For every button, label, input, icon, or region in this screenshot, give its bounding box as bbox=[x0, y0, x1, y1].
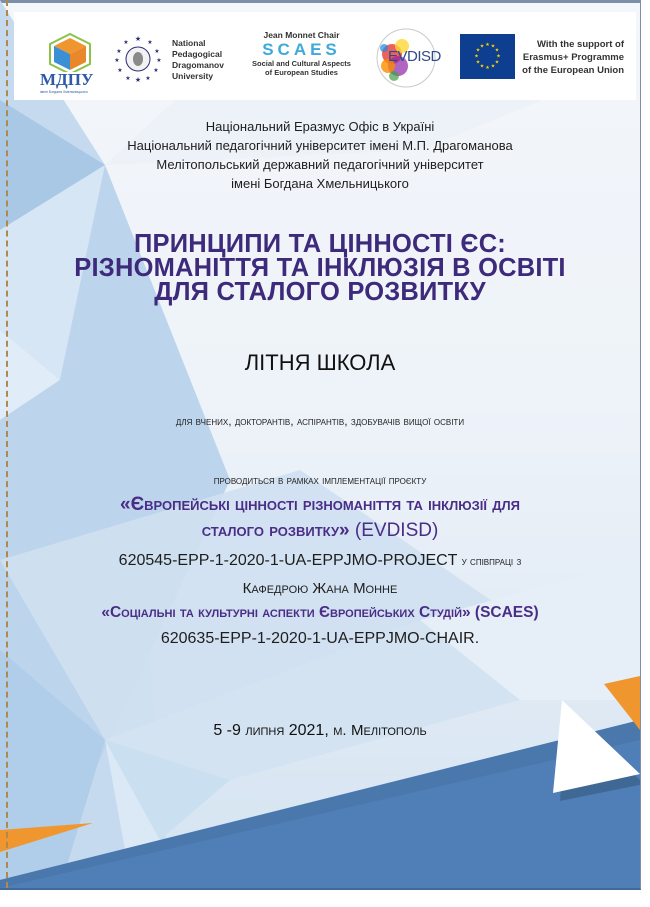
event-type: ЛІТНЯ ШКОЛА bbox=[244, 350, 396, 375]
event-dates: 5 -9 bbox=[213, 722, 241, 739]
target-audience: для вчених, докторантів, аспірантів, здобувачів вищої освіти bbox=[175, 414, 465, 428]
mdpu-name: МДПУ bbox=[40, 70, 94, 89]
chair-title: «Соціальні та культурні аспекти Європейських Студій» (SCAES) bbox=[101, 604, 539, 621]
event-city: Мелітополь bbox=[351, 722, 427, 739]
svg-text:★: ★ bbox=[154, 49, 160, 55]
svg-text:★: ★ bbox=[147, 40, 153, 46]
event-year: 2021, bbox=[288, 722, 329, 739]
main-title: ПРИНЦИПИ ТА ЦІННОСТІ ЄС: РІЗНОМАНІТТЯ ТА ІНКЛЮЗІЯ В ОСВІТІ ДЛЯ СТАЛОГО РОЗВИТКУ bbox=[74, 230, 566, 306]
logo-bar bbox=[14, 12, 636, 100]
framework-label: проводиться в рамках імплементації проєкту bbox=[213, 473, 427, 487]
event-city-prefix: м. bbox=[333, 722, 347, 739]
svg-text:★: ★ bbox=[494, 47, 500, 54]
organizer-list bbox=[0, 117, 640, 193]
organizer-line: імені Богдана Хмельницького bbox=[231, 176, 409, 191]
event-date-location bbox=[0, 722, 640, 740]
svg-text:★: ★ bbox=[134, 36, 142, 43]
scaes-logo: Jean Monnet Chair SCAES Social and Cultural Aspects of European Studies bbox=[244, 30, 359, 90]
scaes-top-label: Jean Monnet Chair bbox=[263, 30, 340, 40]
project-abbreviation: (EVDISD) bbox=[354, 520, 439, 541]
svg-text:★: ★ bbox=[134, 77, 142, 82]
svg-text:★: ★ bbox=[117, 68, 123, 74]
svg-text:★: ★ bbox=[474, 53, 479, 60]
evdisd-name: EVDISD bbox=[388, 48, 441, 65]
chair-label: Кафедрою Жана Монне bbox=[242, 580, 398, 597]
evdisd-logo bbox=[374, 26, 441, 90]
university-seal-icon bbox=[114, 34, 162, 82]
svg-text:★: ★ bbox=[125, 76, 131, 82]
npdu-seal bbox=[114, 34, 162, 82]
mdpu-logo bbox=[40, 32, 100, 102]
svg-text:★: ★ bbox=[116, 49, 122, 55]
svg-text:★: ★ bbox=[475, 47, 481, 54]
eu-flag-icon bbox=[460, 34, 515, 79]
organizer-line: Національний педагогічний університет імені М.П. Драгоманова bbox=[127, 138, 513, 153]
svg-text:★: ★ bbox=[123, 40, 129, 46]
svg-text:★: ★ bbox=[479, 63, 485, 70]
event-month: липня bbox=[245, 722, 285, 739]
svg-text:★: ★ bbox=[145, 76, 151, 82]
project-code: 620545-EPP-1-2020-1-UA-EPPJMO-PROJECT bbox=[118, 552, 458, 569]
npdu-text: National Pedagogical Dragomanov University bbox=[172, 38, 224, 81]
svg-text:★: ★ bbox=[494, 59, 500, 66]
svg-text:★: ★ bbox=[485, 42, 490, 48]
svg-text:★: ★ bbox=[485, 65, 490, 71]
svg-text:★: ★ bbox=[475, 59, 481, 66]
project-code-line bbox=[0, 552, 640, 570]
svg-text:★: ★ bbox=[114, 58, 120, 64]
svg-text:★: ★ bbox=[490, 63, 496, 70]
scaes-name: SCAES bbox=[262, 40, 341, 59]
organizer-line: Національний Еразмус Офіс в Україні bbox=[205, 119, 435, 134]
project-title: «Європейські цінності різноманіття та інклюзії для сталого розвитку» (EVDISD) bbox=[120, 494, 520, 541]
chair-code: 620635-EPP-1-2020-1-UA-EPPJMO-CHAIR. bbox=[160, 630, 480, 647]
cooperation-label: у співпраці з bbox=[461, 554, 522, 568]
cube-logo-icon bbox=[46, 32, 106, 72]
mdpu-caption: імені Богдана Хмельницького bbox=[40, 90, 88, 94]
svg-text:★: ★ bbox=[153, 68, 159, 74]
organizer-line: Мелітопольський державний педагогічний університет bbox=[156, 157, 484, 172]
svg-text:★: ★ bbox=[479, 43, 485, 50]
erasmus-support-text: With the support of Erasmus+ Programme of the European Union bbox=[522, 39, 624, 76]
svg-text:★: ★ bbox=[156, 58, 162, 64]
svg-text:★: ★ bbox=[496, 53, 501, 60]
svg-text:★: ★ bbox=[490, 43, 496, 50]
